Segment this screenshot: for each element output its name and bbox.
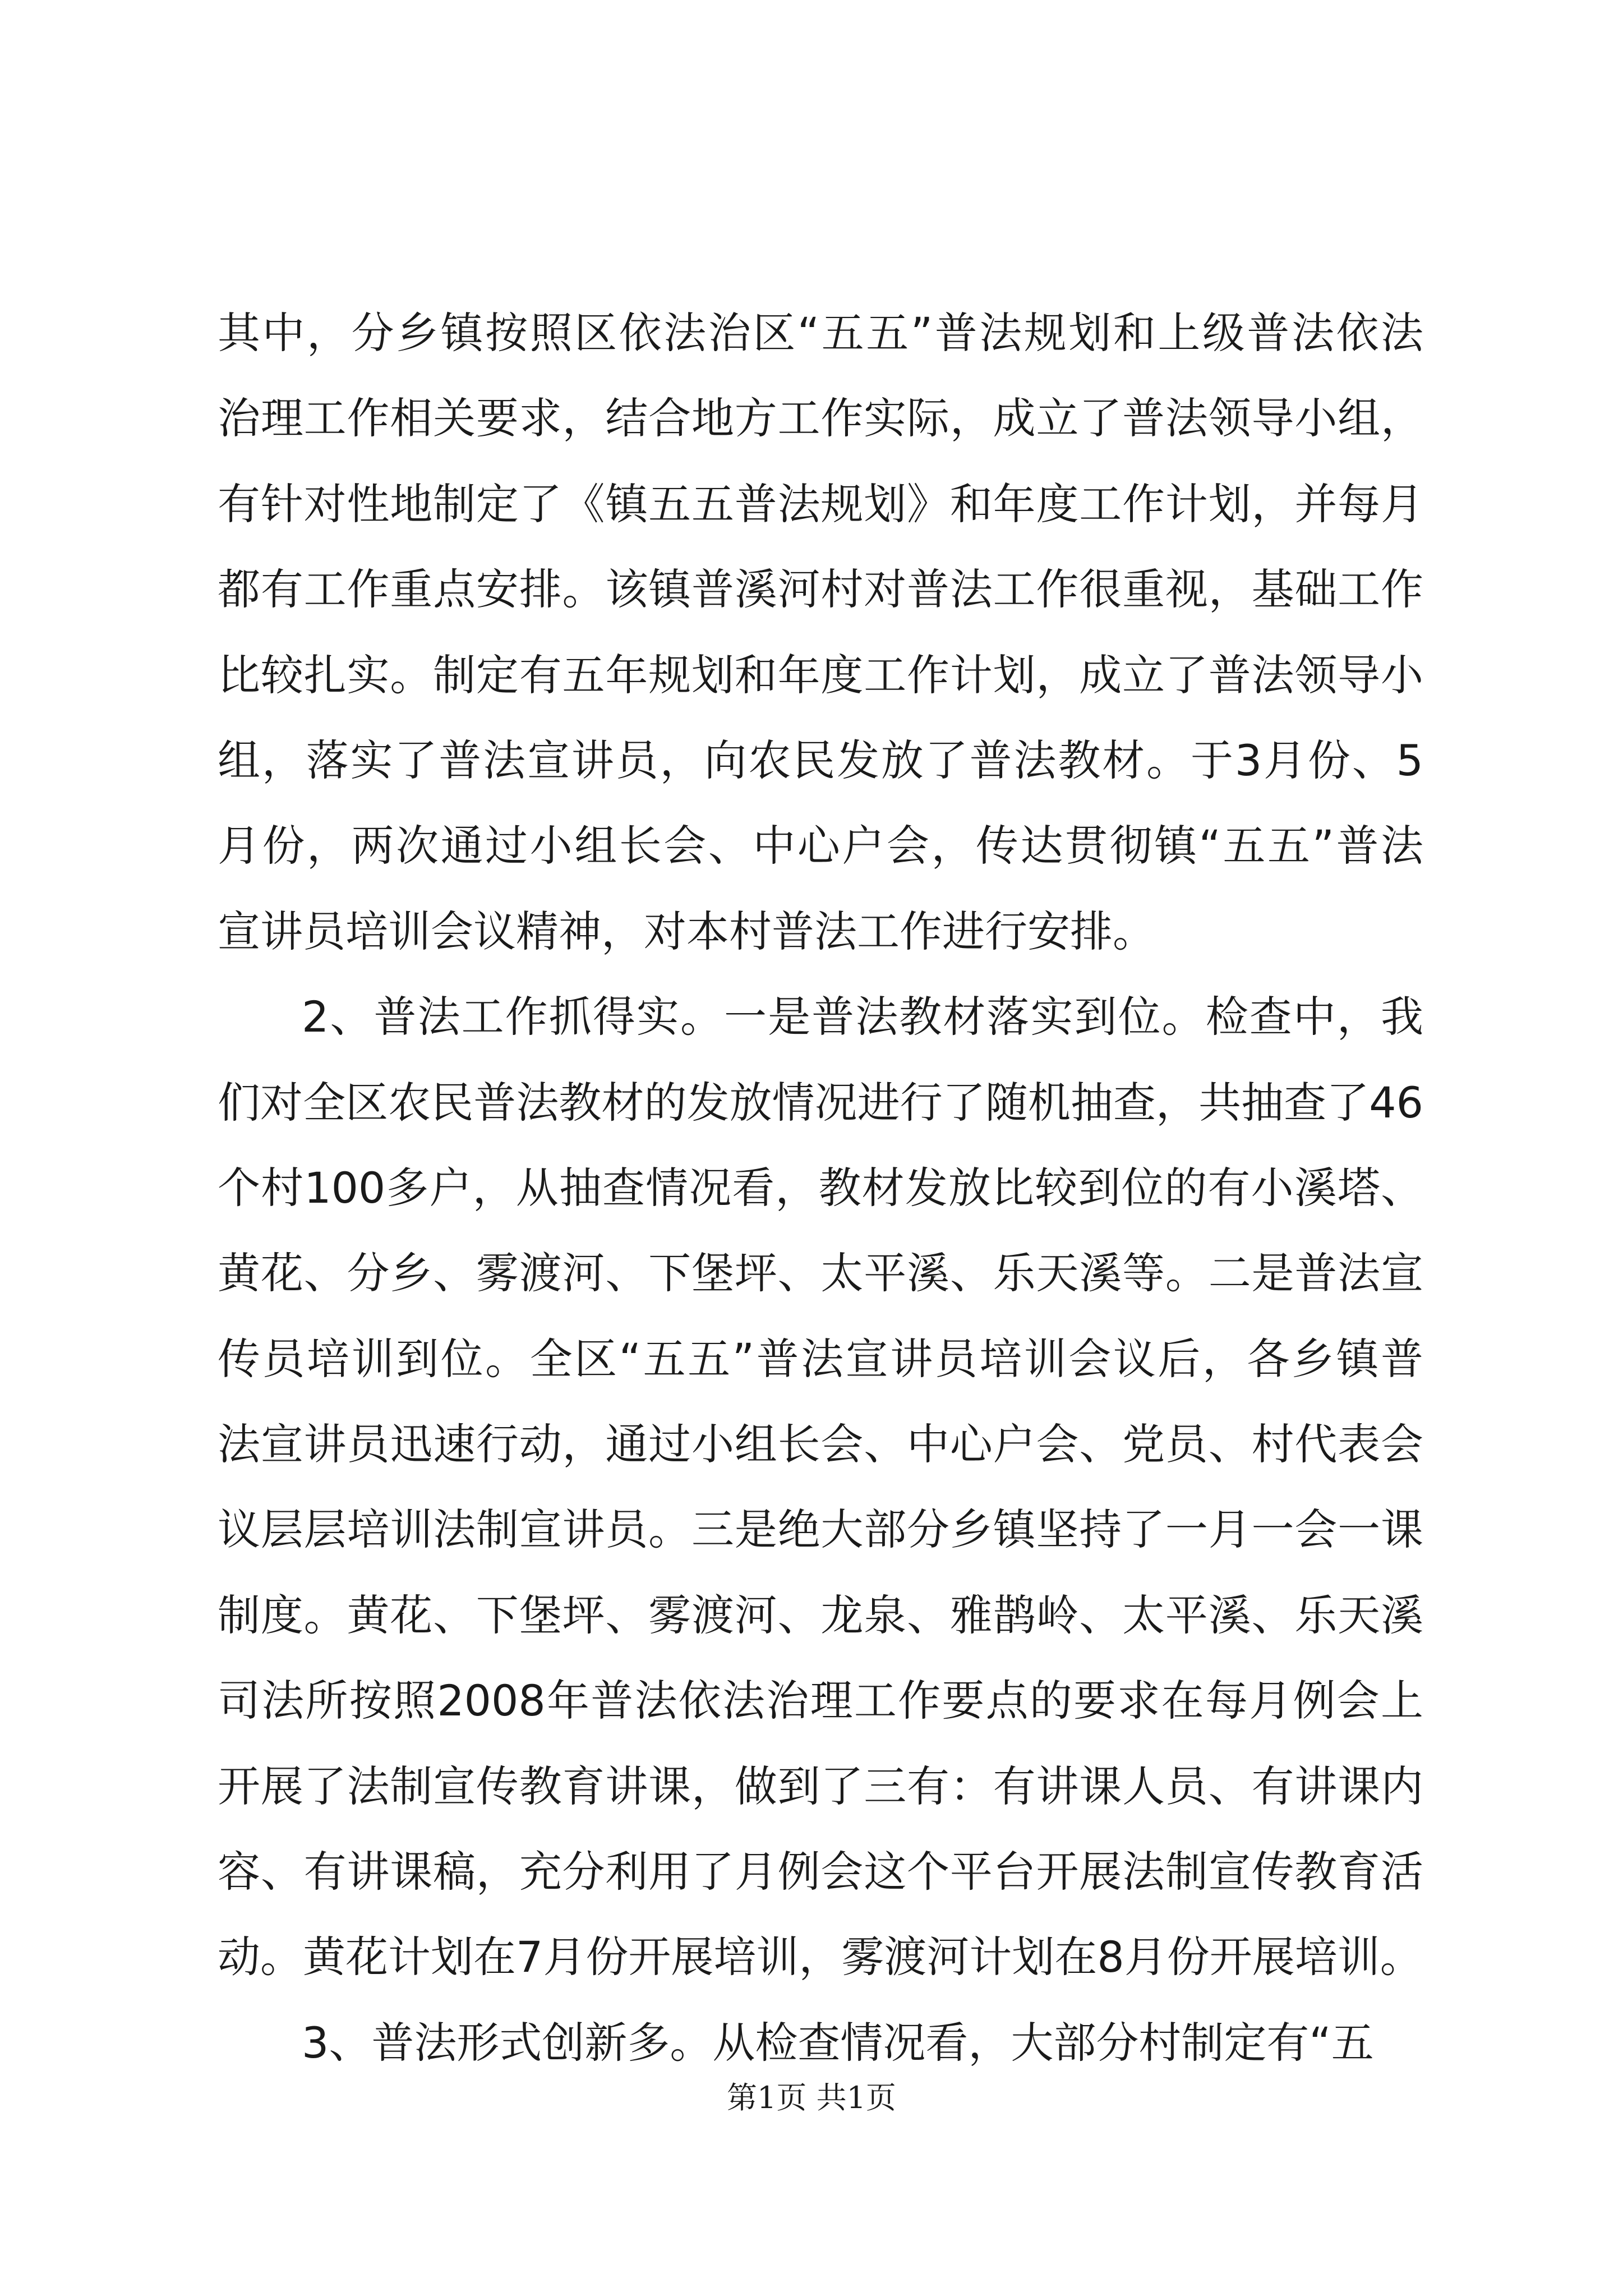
text-line-11: 个村100多户，从抽查情况看，教材发放比较到位的有小溪塔、 (218, 1162, 1423, 1213)
text-line-14: 法宣讲员迅速行动，通过小组长会、中心户会、党员、村代表会 (218, 1419, 1423, 1470)
text-line-8: 宣讲员培训会议精神，对本村普法工作进行安排。 (218, 906, 1155, 956)
body-text (218, 291, 1423, 2086)
text-line-2: 治理工作相关要求，结合地方工作实际，成立了普法领导小组， (218, 393, 1423, 444)
text-line-16: 制度。黄花、下堡坪、雾渡河、龙泉、雅鹊岭、太平溪、乐天溪 (218, 1590, 1423, 1640)
text-line-4: 都有工作重点安排。该镇普溪河村对普法工作很重视，基础工作 (218, 564, 1423, 615)
text-line-3: 有针对性地制定了《镇五五普法规划》和年度工作计划，并每月 (218, 478, 1423, 529)
text-line-19: 容、有讲课稿，充分利用了月例会这个平台开展法制宣传教育活 (218, 1847, 1423, 1897)
text-line-17: 司法所按照2008年普法依法治理工作要点的要求在每月例会上 (218, 1676, 1423, 1726)
text-line-12: 黄花、分乡、雾渡河、下堡坪、太平溪、乐天溪等。二是普法宣 (218, 1248, 1423, 1299)
text-line-5: 比较扎实。制定有五年规划和年度工作计划，成立了普法领导小 (218, 650, 1423, 700)
text-line-1: 其中，分乡镇按照区依法治区“五五”普法规划和上级普法依法 (218, 308, 1423, 358)
page-footer: 第1页 共1页 (727, 2080, 896, 2115)
text-line-18: 开展了法制宣传教育讲课，做到了三有：有讲课人员、有讲课内 (218, 1761, 1423, 1811)
text-line-7: 月份，两次通过小组长会、中心户会，传达贯彻镇“五五”普法 (218, 821, 1423, 871)
text-line-20: 动。黄花计划在7月份开展培训，雾渡河计划在8月份开展培训。 (218, 1932, 1423, 1982)
text-line-21: 3、普法形式创新多。从检查情况看，大部分村制定有“五 (302, 2017, 1374, 2068)
text-line-9: 2、普法工作抓得实。一是普法教材落实到位。检查中，我 (302, 992, 1423, 1042)
text-line-10: 们对全区农民普法教材的发放情况进行了随机抽查，共抽查了46 (218, 1077, 1423, 1128)
text-line-13: 传员培训到位。全区“五五”普法宣讲员培训会议后，各乡镇普 (218, 1333, 1423, 1384)
text-line-6: 组，落实了普法宣讲员，向农民发放了普法教材。于3月份、5 (218, 735, 1423, 785)
text-line-15: 议层层培训法制宣讲员。三是绝大部分乡镇坚持了一月一会一课 (218, 1504, 1423, 1555)
